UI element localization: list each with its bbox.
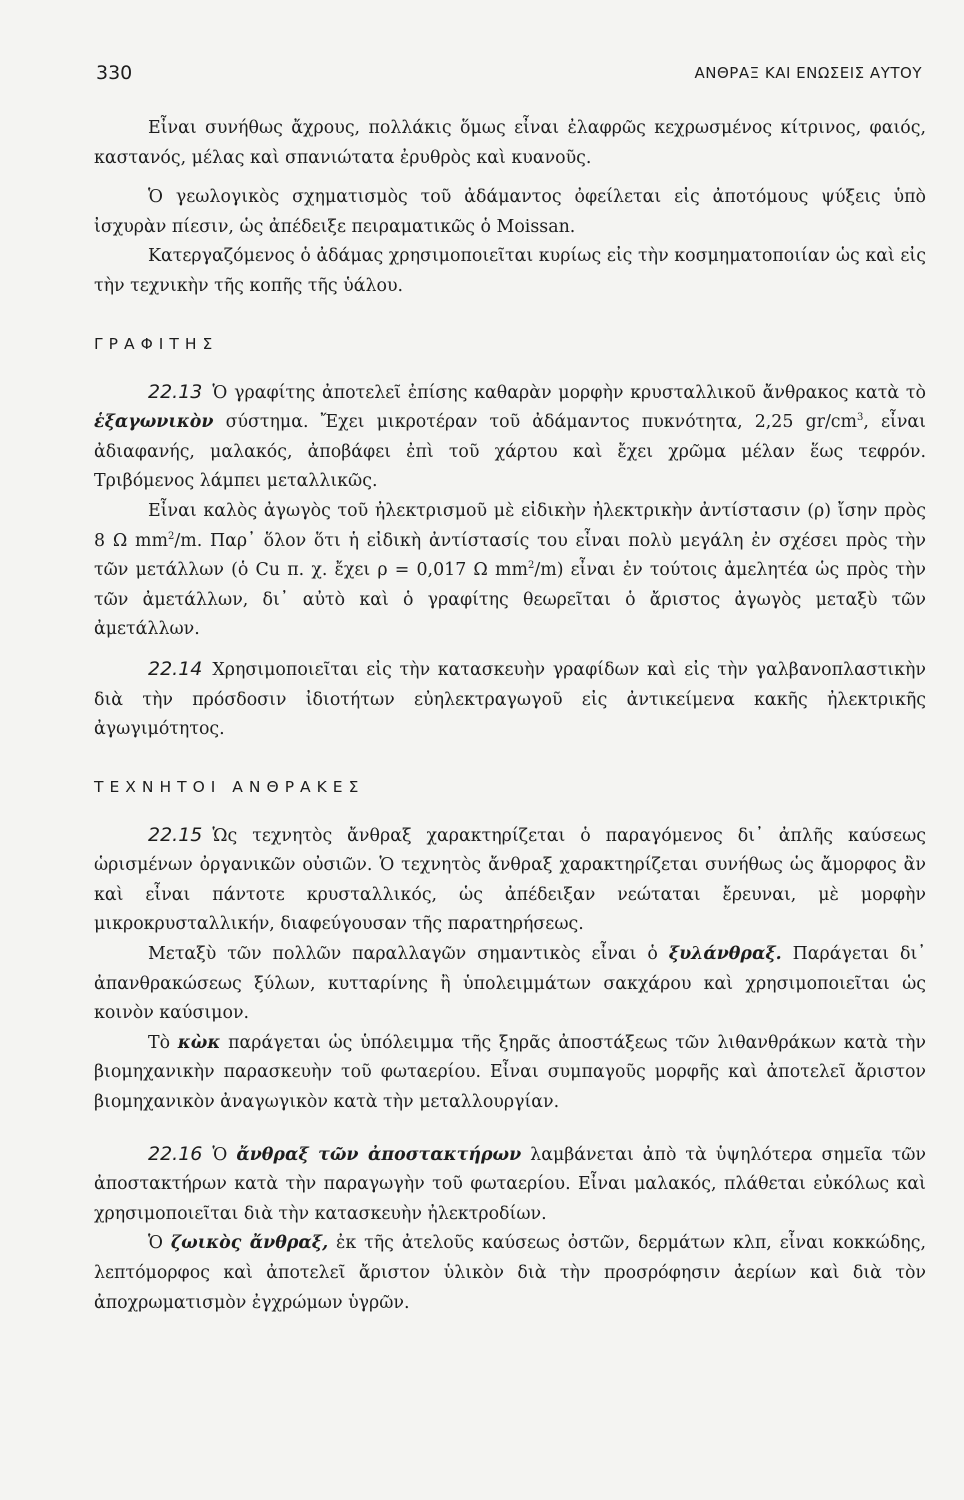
paragraph-22-15: 22.15 Ὡς τεχνητὸς ἄνθραξ χαρακτηρίζεται ὁ παραγόμενος δι᾽ ἀπλῆς καύσεως ὡρισμένων ὀργανικῶν οὐσιῶν. Ὁ τεχνητὸς ἄνθραξ χαρακτηρίζεται συνήθως ὡς ἄμορφος ἂν καὶ εἶναι πάντοτε κρυσταλλικός, ὡς ἀπέδειξαν νεώταται ἔρευναι, μὲ μορφὴν μικροκρυσταλλικήν, διαφεύγουσαν τῆς παρατηρήσεως. bbox=[94, 823, 926, 935]
intro-paragraph-colors: Εἶναι συνήθως ἄχρους, πολλάκις ὅμως εἶναι ἐλαφρῶς κεχρωσμένος κίτρινος, φαιός, καστανός, μέλας καὶ σπανιώτατα ἐρυθρὸς καὶ κυανοῦς. bbox=[94, 118, 926, 168]
section-number: 22.15 bbox=[148, 823, 203, 846]
section-number: 22.13 bbox=[148, 380, 203, 403]
paragraph-charcoal: Μεταξὺ τῶν πολλῶν παραλλαγῶν σημαντικὸς εἶναι ὁ ξυλάνθραξ. Παράγεται δι᾽ ἀπανθρακώσεως ξύλων, κυτταρίνης ἢ ὑπολειμμάτων σακχάρου καὶ χρησιμοποιεῖται ὡς κοινὸν καύσιμον. bbox=[94, 944, 926, 1024]
term-charcoal: ξυλάνθραξ. bbox=[668, 944, 782, 965]
running-title: ΑΝΘΡΑΞ ΚΑΙ ΕΝΩΣΕΙΣ ΑΥΤΟΥ bbox=[694, 64, 922, 82]
term-bone-char: ζωικὸς ἄνθραξ, bbox=[170, 1233, 329, 1254]
page-header bbox=[96, 62, 922, 92]
term-hexagonal: ἑξαγωνικὸν bbox=[94, 412, 214, 433]
section-number: 22.14 bbox=[148, 657, 203, 680]
page-body bbox=[94, 114, 926, 1318]
section-heading-graphite: ΓΡΑΦΙΤΗΣ bbox=[94, 334, 219, 353]
paragraph-22-16: 22.16 Ὁ ἄνθραξ τῶν ἀποστακτήρων λαμβάνεται ἀπὸ τὰ ὑψηλότερα σημεῖα τῶν ἀποστακτήρων κατὰ τὴν παραγωγὴν τοῦ φωταερίου. Εἶναι μαλακός, πλάθεται εὐκόλως καὶ χρησιμοποιεῖται διὰ τὴν κατασκευὴν ἠλεκτροδίων. bbox=[94, 1142, 926, 1224]
intro-paragraph-geology: Ὁ γεωλογικὸς σχηματισμὸς τοῦ ἀδάμαντος ὀφείλεται εἰς ἀποτόμους ψύξεις ὑπὸ ἰσχυρὰν πίεσιν, ὡς ἀπέδειξε πειραματικῶς ὁ Moissan. bbox=[94, 187, 926, 237]
paragraph-bone-char: Ὁ ζωικὸς ἄνθραξ, ἐκ τῆς ἀτελοῦς καύσεως ὀστῶν, δερμάτων κλπ, εἶναι κοκκώδης, λεπτόμορφος καὶ ἀποτελεῖ ἄριστον ὑλικὸν διὰ τὴν προσρόφησιν ἀερίων καὶ διὰ τὸν ἀποχρωματισμὸν ἐγχρώμων ὑγρῶν. bbox=[94, 1233, 926, 1313]
section-number: 22.16 bbox=[148, 1142, 203, 1165]
intro-paragraph-uses: Κατεργαζόμενος ὁ ἀδάμας χρησιμοποιεῖται κυρίως εἰς τὴν κοσμηματοποιίαν ὡς καὶ εἰς τὴν τεχνικὴν τῆς κοπῆς τῆς ὑάλου. bbox=[94, 246, 926, 296]
paragraph-22-13: 22.13 Ὁ γραφίτης ἀποτελεῖ ἐπίσης καθαρὰν μορφὴν κρυσταλλικοῦ ἄνθρακος κατὰ τὸ ἑξαγωνικὸν σύστημα. Ἔχει μικροτέραν τοῦ ἀδάμαντος πυκνότητα, 2,25 $gr/cm^3$, εἶναι ἀδιαφανής, μαλακός, ἀποβάφει ἐπὶ τοῦ χάρτου καὶ ἔχει χρῶμα μέλαν ἕως τεφρόν. Τριβόμενος λάμπει μεταλλικῶς. bbox=[94, 380, 926, 492]
paragraph-22-14: 22.14 Χρησιμοποιεῖται εἰς τὴν κατασκευὴν γραφίδων καὶ εἰς τὴν γαλβανοπλαστικὴν διὰ τὴν πρόσδοσιν ἰδιοτήτων εὐηλεκτραγωγοῦ εἰς ἀντικείμενα κακῆς ἠλεκτρικῆς ἀγωγιμότητος. bbox=[94, 657, 926, 740]
term-coke: κὼκ bbox=[177, 1032, 221, 1053]
term-retort-carbon: ἄνθραξ τῶν ἀποστακτήρων bbox=[236, 1144, 522, 1165]
paragraph-resistance: Εἶναι καλὸς ἀγωγὸς τοῦ ἠλεκτρισμοῦ μὲ εἰδικὴν ἠλεκτρικὴν ἀντίστασιν (ρ) ἴσην πρὸς 8 Ω $mm^2/m$. Παρ᾽ ὅλον ὅτι ἡ εἰδικὴ ἀντίστασίς του εἶναι πολὺ μεγάλη ἐν σχέσει πρὸς τὴν τῶν μετάλλων (ὁ Cu π. χ. ἔχει ρ = 0,017 Ω $mm^2/m$) εἶναι ἐν τούτοις ἀμελητέα ὡς πρὸς τὴν τῶν ἀμετάλλων, δι᾽ αὐτὸ καὶ ὁ γραφίτης θεωρεῖται ὁ ἄριστος ἀγωγὸς μεταξὺ τῶν ἀμετάλλων. bbox=[94, 500, 926, 640]
section-heading-artificial-carbons: ΤΕΧΝΗΤΟΙ ΑΝΘΡΑΚΕΣ bbox=[94, 777, 365, 796]
paragraph-coke: Τὸ κὼκ παράγεται ὡς ὑπόλειμμα τῆς ξηρᾶς ἀποστάξεως τῶν λιθανθράκων κατὰ τὴν βιομηχανικὴν παρασκευὴν τοῦ φωταερίου. Εἶναι συμπαγοῦς μορφῆς καὶ ἀποτελεῖ ἄριστον βιομηχανικὸν ἀναγωγικὸν κατὰ τὴν μεταλλουργίαν. bbox=[94, 1032, 926, 1113]
page-number: 330 bbox=[96, 62, 133, 84]
